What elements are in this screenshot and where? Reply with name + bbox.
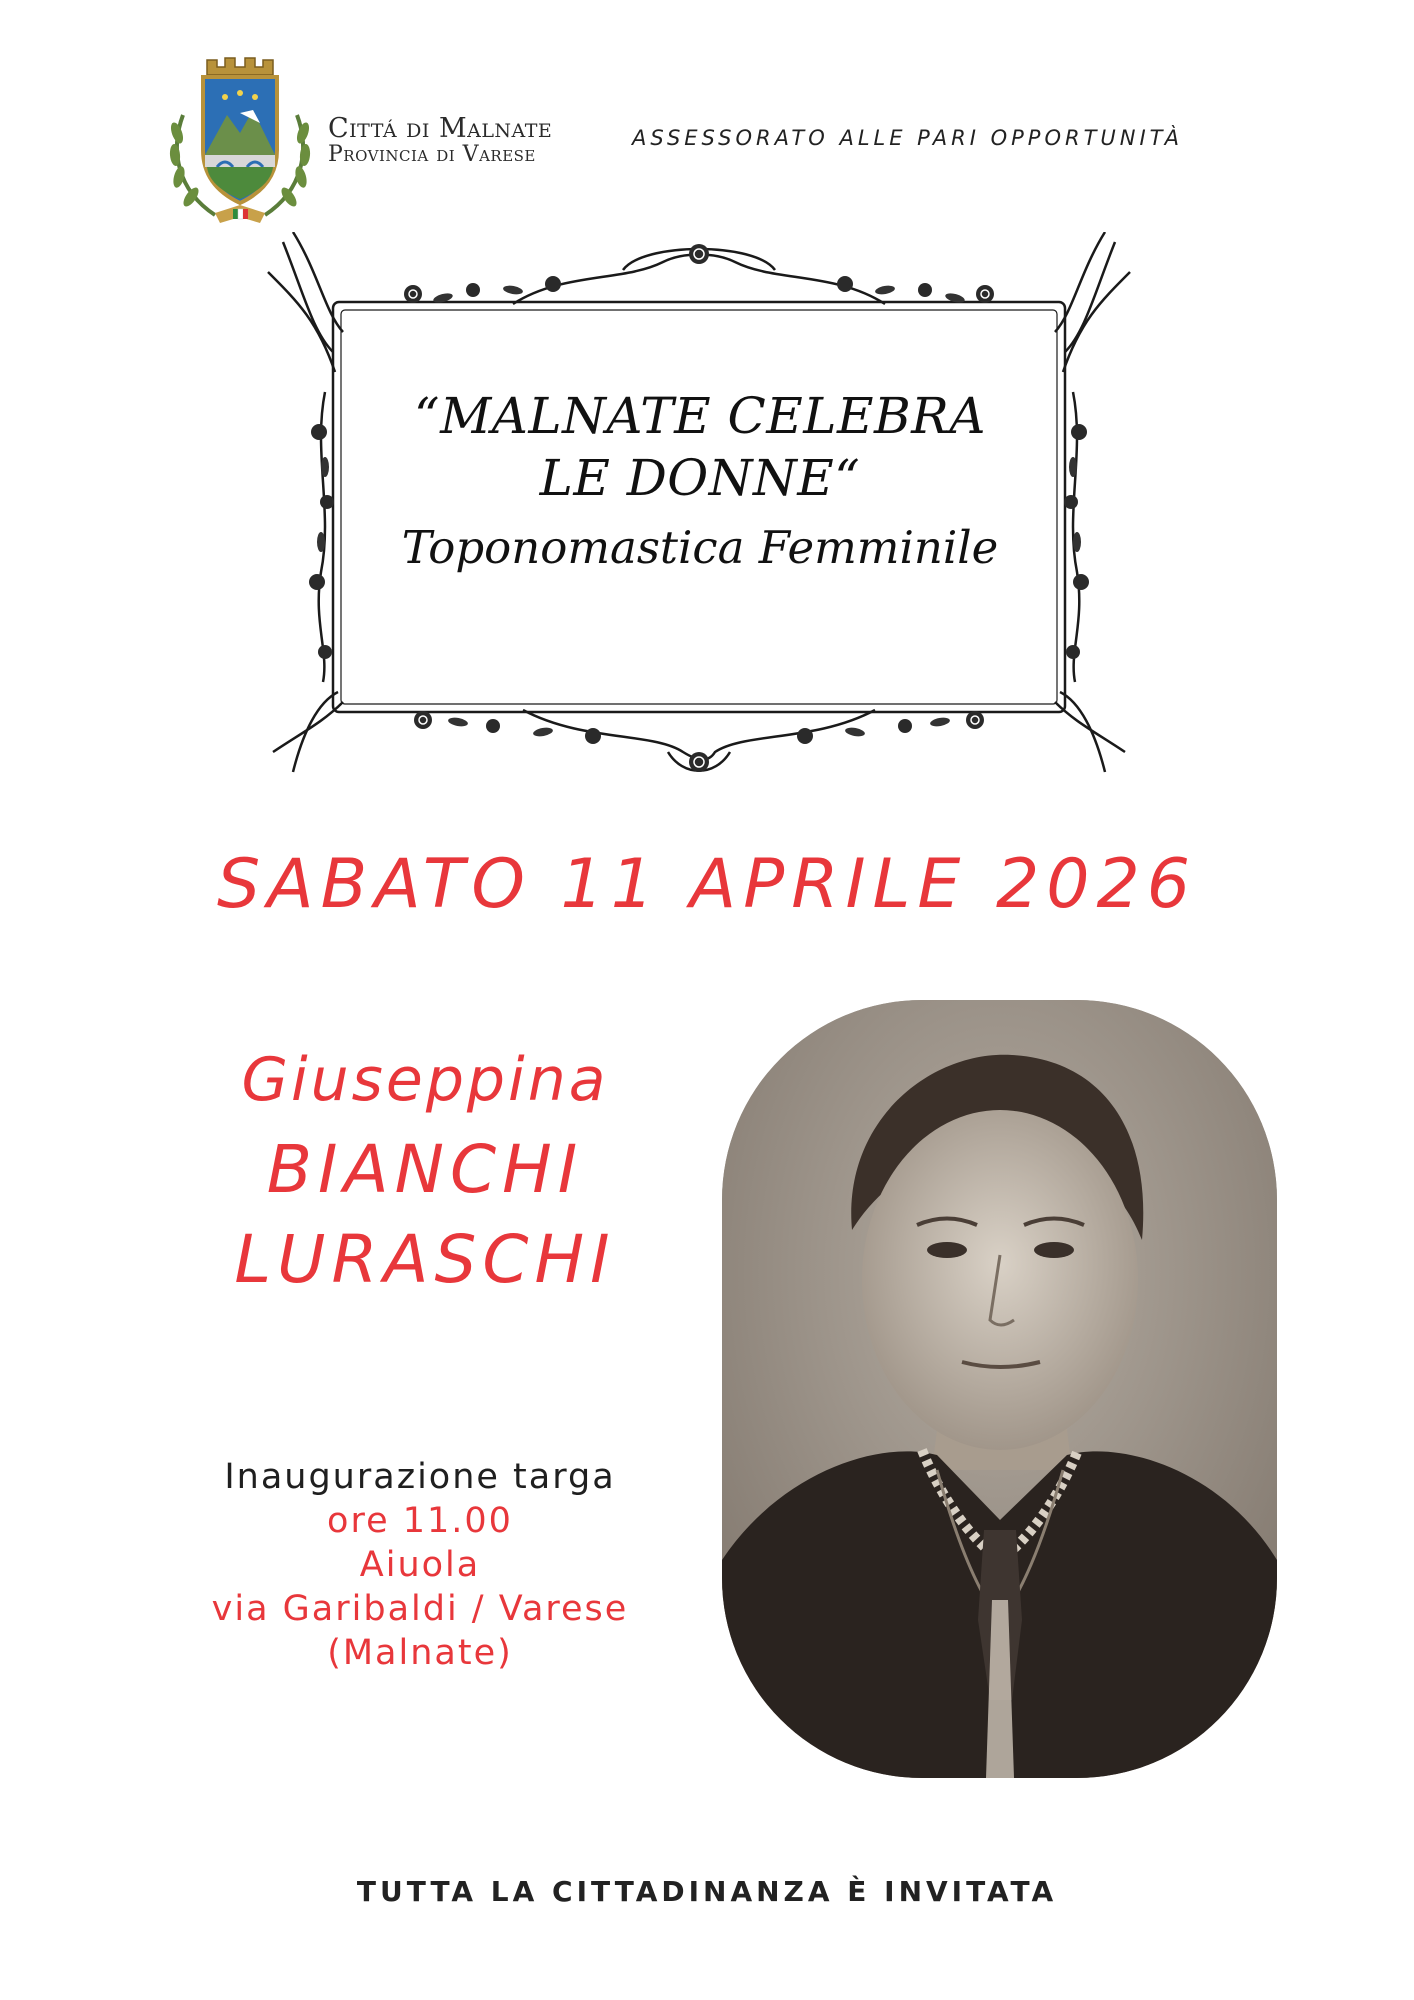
event-title	[330, 385, 1070, 587]
honoree-name	[170, 1035, 680, 1305]
title-line-1: “MALNATE CELEBRA	[414, 387, 986, 445]
activity-label: Inaugurazione targa	[224, 1457, 616, 1497]
event-place: Aiuola	[359, 1545, 481, 1585]
invitation-footer: TUTTA LA CITTADINANZA È INVITATA	[356, 1875, 1058, 1908]
honoree-first-name: Giuseppina	[241, 1045, 609, 1115]
city-province: Provincia di Varese	[328, 142, 536, 167]
event-street: via Garibaldi / Varese	[211, 1589, 629, 1629]
event-time: ore 11.00	[327, 1501, 513, 1541]
city-identity	[328, 113, 553, 168]
city-coat-of-arms-icon	[165, 55, 315, 230]
honoree-last-name-1: BIANCHI	[266, 1131, 584, 1208]
honoree-last-name-2: LURASCHI	[234, 1221, 616, 1298]
event-town: (Malnate)	[327, 1633, 513, 1673]
event-date: SABATO 11 APRILE 2026	[216, 845, 1198, 924]
department-label: ASSESSORATO ALLE PARI OPPORTUNITÀ	[632, 126, 1183, 150]
city-name: Cittá di Malnate	[328, 113, 553, 144]
event-subtitle: Toponomastica Femminile	[401, 521, 999, 574]
sepia-portrait-photo	[722, 1000, 1277, 1778]
title-line-2: LE DONNE“	[539, 449, 861, 507]
event-details	[140, 1455, 700, 1675]
